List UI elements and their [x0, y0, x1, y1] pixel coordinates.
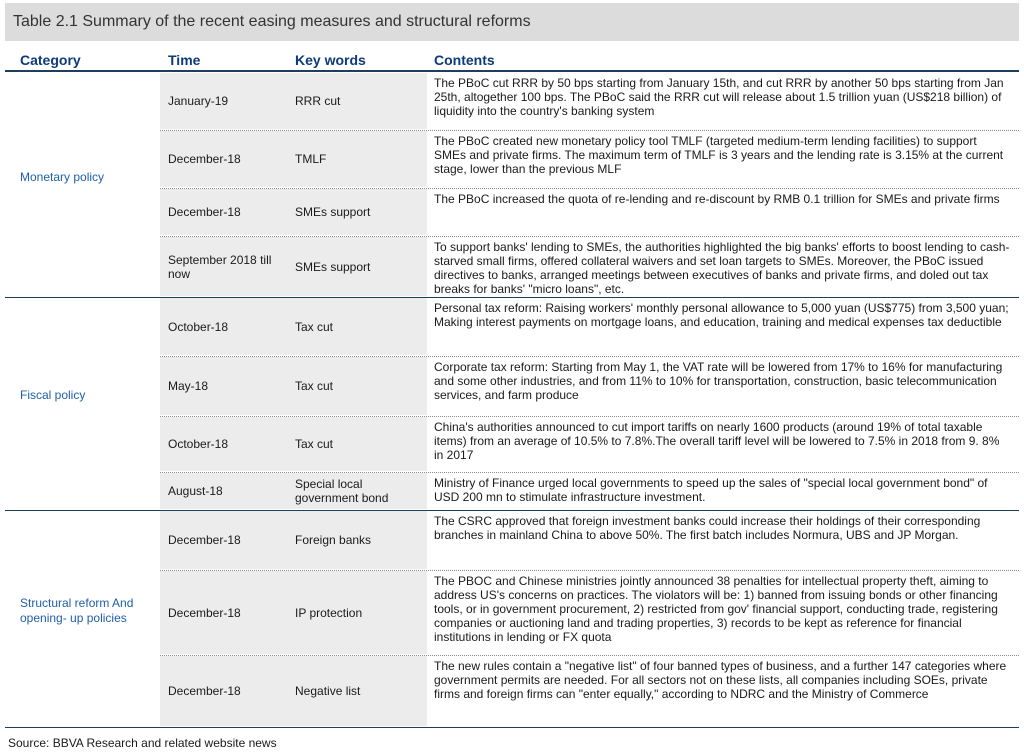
keywords-text: Tax cut — [295, 437, 334, 451]
contents-cell: The PBOC and Chinese ministries jointly announced 38 penalties for intellectual property theft, aiming to address US's concerns on practices. The violators will be: 1) banned from issuing bonds or other financing tools, or in government procurement, 2) restricted from gov' financial support, conducting trade, registering companies or auctioning land and trading properties, 3) records to be kept as reference for financial institutions in lending or FX quota — [434, 574, 998, 644]
keywords-cell — [295, 570, 425, 655]
row-divider — [160, 472, 1019, 473]
time-cell — [168, 510, 286, 570]
group-divider — [5, 510, 1019, 511]
source-note: Source: BBVA Research and related website news — [8, 736, 277, 750]
row-divider — [160, 356, 1019, 357]
time-cell — [168, 130, 286, 188]
time-cell — [168, 356, 286, 416]
keywords-text: Special local government bond — [295, 477, 389, 505]
header-contents: Contents — [434, 52, 495, 68]
table-title-bar — [5, 3, 1019, 41]
keywords-cell — [295, 236, 425, 297]
category-label: Monetary policy — [20, 170, 105, 184]
keywords-cell — [295, 416, 425, 472]
keywords-text: IP protection — [295, 605, 363, 620]
time-text: December-18 — [168, 533, 241, 547]
time-cell — [168, 72, 286, 130]
category-label: Fiscal policy — [20, 388, 86, 402]
row-divider — [160, 130, 1019, 131]
header-keywords: Key words — [295, 52, 366, 68]
contents-cell: The PBoC increased the quota of re-lending and re-discount by RMB 0.1 trillion for SMEs and private firms — [434, 192, 1000, 206]
contents-cell: The CSRC approved that foreign investment banks could increase their holdings of their corresponding branches in mainland China to above 50%. The first batch includes Normura, UBS and JP Morgan. — [434, 514, 981, 542]
keywords-text: TMLF — [295, 152, 327, 166]
time-text: December-18 — [168, 205, 241, 219]
header-category: Category — [20, 52, 81, 68]
time-text: December-18 — [168, 152, 241, 166]
table-title: Table 2.1 Summary of the recent easing measures and structural reforms — [13, 13, 531, 30]
keywords-text: SMEs support — [295, 259, 371, 274]
contents-cell: Ministry of Finance urged local governments to speed up the sales of "special local government bond" of USD 200 mn to stimulate infrastructure investment. — [434, 476, 988, 504]
keywords-cell — [295, 510, 425, 570]
row-divider — [160, 570, 1019, 571]
time-text: January-19 — [168, 94, 229, 108]
row-divider — [160, 655, 1019, 656]
time-text: December-18 — [168, 605, 241, 620]
contents-cell: Corporate tax reform: Starting from May 1, the VAT rate will be lowered from 17% to 16% for manufacturing and some other industries, and from 11% to 10% for transportation, construction, basic telecommunication services, and farm produce — [434, 360, 1003, 402]
time-cell — [168, 416, 286, 472]
keywords-cell — [295, 472, 425, 510]
time-text: August-18 — [168, 484, 223, 498]
time-text: May-18 — [168, 379, 209, 393]
row-divider — [160, 236, 1019, 237]
keywords-text: Tax cut — [295, 319, 334, 334]
time-text: October-18 — [168, 319, 229, 334]
keywords-text: Negative list — [295, 684, 361, 698]
time-cell — [168, 472, 286, 510]
keywords-cell — [295, 655, 425, 727]
time-text: October-18 — [168, 437, 229, 451]
time-cell — [168, 297, 286, 356]
time-cell — [168, 188, 286, 236]
contents-cell: Personal tax reform: Raising workers' monthly personal allowance to 5,000 yuan (US$775) from 3,500 yuan; Making interest payments on mortgage loans, and education, training and medical expenses tax deductible — [434, 301, 1009, 329]
keywords-cell — [295, 356, 425, 416]
contents-cell: China's authorities announced to cut import tariffs on nearly 1600 products (around 19% of total taxable items) from an average of 10.5% to 7.8%.The overall tariff level will be lowered to 7.5% in 2018 from 9. 8% in 2017 — [434, 420, 1000, 462]
keywords-cell — [295, 297, 425, 356]
time-text: September 2018 till now — [168, 252, 272, 281]
time-cell — [168, 236, 286, 297]
time-cell — [168, 570, 286, 655]
contents-cell: The PBoC cut RRR by 50 bps starting from January 15th, and cut RRR by another 50 bps starting from Jan 25th, altogether 100 bps. The PBoC said the RRR cut will release about 1.5 trillion yuan (US$218 billion) of liquidity into the country's banking system — [434, 76, 1004, 118]
category-label: Structural reform And opening- up policies — [20, 596, 134, 625]
time-cell — [168, 655, 286, 727]
table-bottom-rule — [5, 727, 1019, 728]
keywords-cell — [295, 130, 425, 188]
keywords-cell — [295, 188, 425, 236]
group-divider — [5, 297, 1019, 298]
keywords-text: Foreign banks — [295, 533, 372, 547]
header-time: Time — [168, 52, 201, 68]
keywords-text: SMEs support — [295, 205, 371, 219]
keywords-cell — [295, 72, 425, 130]
keywords-text: Tax cut — [295, 379, 334, 393]
contents-cell: The PBoC created new monetary policy tool TMLF (targeted medium-term lending facilities) to support SMEs and private firms. The maximum term of TMLF is 3 years and the lending rate is 3.15% at the current stage, lower than the previous MLF — [434, 134, 1004, 176]
time-text: December-18 — [168, 684, 241, 698]
keywords-text: RRR cut — [295, 94, 341, 108]
row-divider — [160, 188, 1019, 189]
contents-cell: The new rules contain a "negative list" of four banned types of business, and a further 147 categories where government permits are needed. For all sectors not on these lists, all companies including SOEs, private firms and foreign firms can "enter equally," according to NDRC and the Ministry of Commerce — [434, 659, 1007, 701]
contents-cell: To support banks' lending to SMEs, the authorities highlighted the big banks' efforts to boost lending to cash-starved small firms, offered collateral waivers and set loan targets to SMEs. Moreover, the PBoC issued directives to banks, arranged meetings between executives of banks and private firms, and doled out tax breaks for banks' "micro loans", etc. — [434, 240, 1010, 296]
row-divider — [160, 416, 1019, 417]
table-header-row — [5, 50, 1019, 72]
